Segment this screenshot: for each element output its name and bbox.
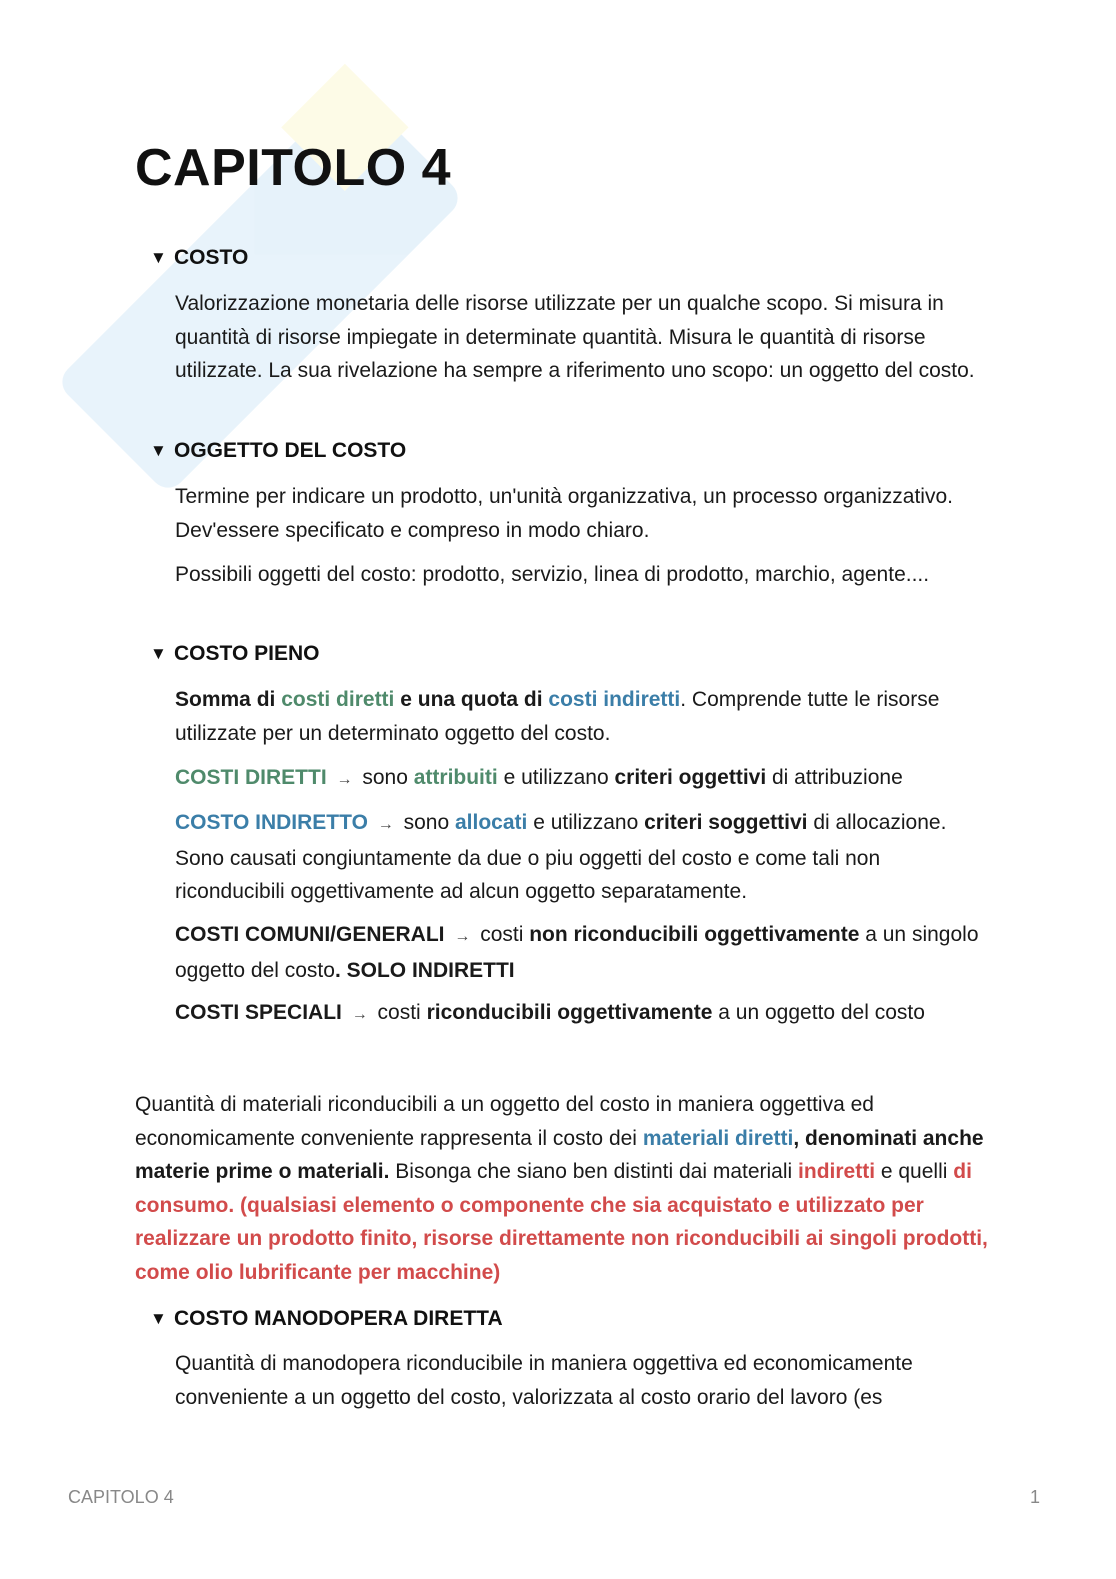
arrow-right-icon: → (454, 928, 471, 945)
oggetto-body-2: Possibili oggetti del costo: prodotto, servizio, linea di prodotto, marchio, agente.... (175, 563, 930, 586)
costo-indiretto-paragraph: COSTO INDIRETTO → sono allocati e utilizzano criteri soggettivi di allocazione. Sono causati congiuntamente da due o piu oggetti del costo e come tali non riconducibili oggettivamente ad alcun oggetto separatamente. (175, 811, 947, 903)
pieno-paragraph-1: Somma di costi diretti e una quota di costi indiretti. Comprende tutte le risorse utilizzate per un determinato oggetto del costo. (175, 688, 940, 745)
footer-title: CAPITOLO 4 (68, 1487, 174, 1507)
costi-speciali-paragraph: COSTI SPECIALI → costi riconducibili oggettivamente a un oggetto del costo (175, 1001, 925, 1024)
section-pieno-toggle[interactable] (150, 642, 319, 666)
page-number: 1 (1030, 1487, 1041, 1507)
section-heading: OGGETTO DEL COSTO (174, 439, 407, 462)
triangle-down-icon: ▼ (150, 644, 167, 663)
arrow-right-icon: → (377, 816, 394, 833)
section-heading: COSTO PIENO (174, 642, 320, 665)
oggetto-body-1: Termine per indicare un prodotto, un'unità organizzativa, un processo organizzativo. Dev'essere specificato e compreso in modo chiaro. (175, 485, 953, 542)
costi-comuni-paragraph: COSTI COMUNI/GENERALI → costi non riconducibili oggettivamente a un singolo oggetto del costo. SOLO INDIRETTI (175, 923, 979, 982)
triangle-down-icon: ▼ (150, 248, 167, 267)
page-title: CAPITOLO 4 (135, 139, 452, 197)
section-heading: COSTO (174, 246, 249, 269)
arrow-right-icon: → (336, 771, 353, 788)
section-costo-toggle[interactable] (150, 246, 248, 270)
arrow-right-icon: → (351, 1006, 368, 1023)
section-manodopera-toggle[interactable] (150, 1307, 503, 1331)
section-oggetto-toggle[interactable] (150, 439, 406, 463)
manodopera-body: Quantità di manodopera riconducibile in maniera oggettiva ed economicamente conveniente a un oggetto del costo, valorizzata al costo orario del lavoro (es (175, 1352, 913, 1409)
costo-body: Valorizzazione monetaria delle risorse utilizzate per un qualche scopo. Si misura in quantità di risorse impiegate in determinate quantità. Misura le quantità di risorse utilizzate. La sua rivelazione ha sempre a riferimento uno scopo: un oggetto del costo. (175, 292, 975, 382)
triangle-down-icon: ▼ (150, 1309, 167, 1328)
triangle-down-icon: ▼ (150, 441, 167, 460)
materiali-paragraph: Quantità di materiali riconducibili a un oggetto del costo in maniera oggettiva ed economicamente conveniente rappresenta il costo dei materiali diretti, denominati anche materie prime o materiali. Bisonga che siano ben distinti dai materiali indiretti e quelli di consumo. (qualsiasi elemento o componente che sia acquistato e utilizzato per realizzare un prodotto finito, risorse direttamente non riconducibili ai singoli prodotti, come olio lubrificante per macchine) (135, 1093, 988, 1284)
section-heading: COSTO MANODOPERA DIRETTA (174, 1307, 503, 1330)
costi-diretti-paragraph: COSTI DIRETTI → sono attribuiti e utilizzano criteri oggettivi di attribuzione (175, 766, 903, 789)
